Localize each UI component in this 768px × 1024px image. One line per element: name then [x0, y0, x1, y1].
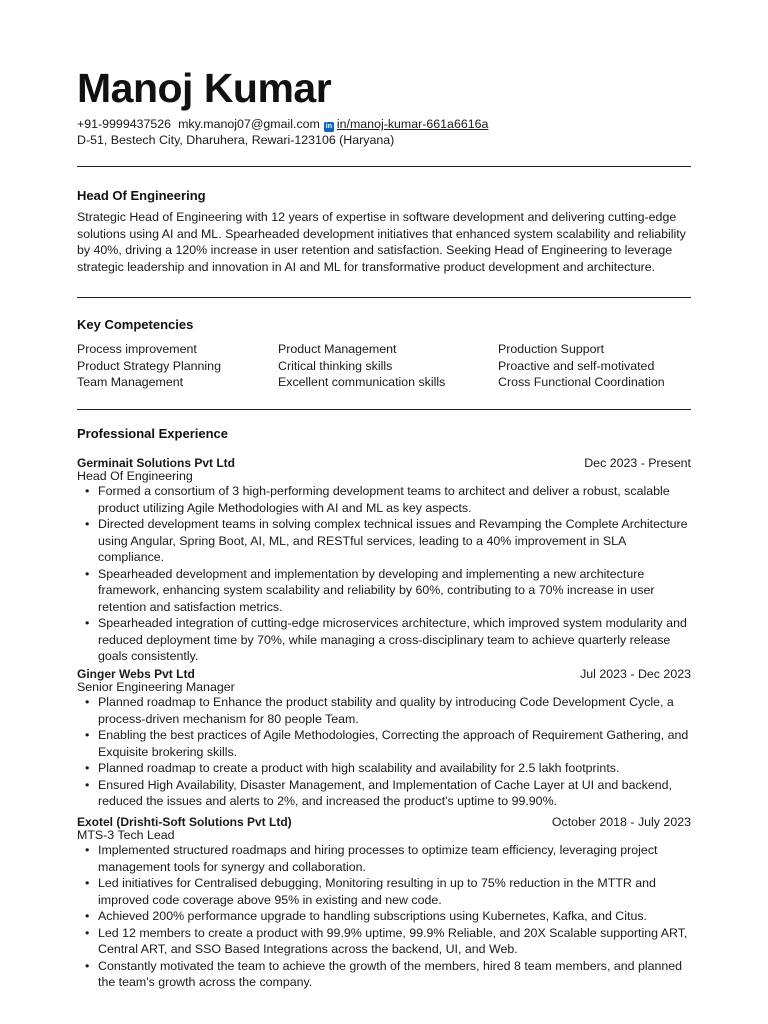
achievement-item: • Formed a consortium of 3 high-performing development teams to architect and deliver a robust, scalable product utilizing Agile Methodologies with AI and ML as key aspects. [77, 483, 691, 516]
experience-header [77, 456, 691, 470]
achievement-list [77, 842, 691, 991]
achievement-list [77, 694, 691, 810]
company-name: Exotel (Drishti-Soft Solutions Pvt Ltd) [77, 815, 292, 829]
experience-header [77, 815, 691, 829]
contact-line [77, 116, 488, 132]
achievement-item: • Planned roadmap to Enhance the product stability and quality by introducing Code Development Cycle, a process-driven mechanism for 80 people Team. [77, 694, 691, 727]
email-address[interactable]: mky.manoj07@gmail.com [178, 117, 320, 131]
company-name: Ginger Webs Pvt Ltd [77, 667, 195, 681]
linkedin-link[interactable]: in/manoj-kumar-661a6616a [336, 117, 489, 131]
experience-entry [77, 667, 691, 810]
achievement-item: • Directed development teams in solving complex technical issues and Revamping the Complete Architecture using Angular, Spring Boot, AI, ML, and RESTful services, leading to a 40% improvement in SLA compliance. [77, 516, 691, 566]
achievement-list [77, 483, 691, 665]
experience-title: Professional Experience [77, 426, 229, 441]
linkedin-icon: in [325, 123, 332, 130]
experience-entry [77, 456, 691, 665]
competency-item: Production Support [498, 342, 605, 356]
summary-text: Strategic Head of Engineering with 12 years of expertise in software development and delivering cutting-edge solutions using AI and ML. Spearheaded development initiatives that enhanced system scalability and reliability by 40%, driving a 120% increase in user retention and satisfaction. Seeking Head of Engineering to leverage strategic leadership and innovation in AI and ML for transformative product development and architecture. [77, 210, 686, 274]
achievement-item: • Spearheaded development and implementation by developing and implementing a new architecture framework, enhancing system scalability and reliability by 60%, contributing to a 70% increase in user retention and satisfaction metrics. [77, 566, 691, 616]
competency-item: Critical thinking skills [278, 359, 393, 373]
job-role: Senior Engineering Manager [77, 680, 235, 694]
candidate-name: Manoj Kumar [77, 65, 332, 111]
achievement-item: • Ensured High Availability, Disaster Management, and Implementation of Cache Layer at UI and backend, reduced the issues and alerts to 2%, and increased the product's uptime to 99.90%. [77, 777, 691, 810]
employment-dates: October 2018 - July 2023 [551, 815, 691, 829]
achievement-item: • Enabling the best practices of Agile Methodologies, Correcting the approach of Requirement Gathering, and Exquisite brokering skills. [77, 727, 691, 760]
achievement-item: • Implemented structured roadmaps and hiring processes to optimize team efficiency, leveraging project management tools for synergy and collaboration. [77, 842, 691, 875]
employment-dates: Jul 2023 - Dec 2023 [580, 667, 691, 681]
employment-dates: Dec 2023 - Present [584, 456, 691, 470]
summary-title: Head Of Engineering [77, 188, 206, 203]
experience-entry [77, 815, 691, 991]
section-divider [77, 297, 691, 298]
job-role: MTS-3 Tech Lead [77, 828, 175, 842]
achievement-item: • Planned roadmap to create a product with high scalability and availability for 2.5 lakh footprints. [77, 760, 691, 777]
competency-item: Process improvement [77, 342, 197, 356]
competency-item: Cross Functional Coordination [498, 375, 665, 389]
achievement-item: • Constantly motivated the team to achieve the growth of the members, hired 8 team members, and planned the team's growth across the company. [77, 958, 691, 991]
competency-item: Product Management [278, 342, 397, 356]
job-role: Head Of Engineering [77, 469, 193, 483]
section-divider [77, 166, 691, 167]
company-name: Germinait Solutions Pvt Ltd [77, 456, 236, 470]
competency-item: Excellent communication skills [278, 375, 446, 389]
competency-item: Product Strategy Planning [77, 359, 221, 373]
section-divider [77, 409, 691, 410]
achievement-item: • Led initiatives for Centralised debugging, Monitoring resulting in up to 75% reduction in the MTTR and improved code coverage above 95% in existing and new code. [77, 875, 691, 908]
competency-item: Proactive and self-motivated [498, 359, 655, 373]
achievement-item: • Led 12 members to create a product with 99.9% uptime, 99.9% Reliable, and 20X Scalable supporting ART, Central ART, and SSO Based Integrations across the backend, UI, and Web. [77, 925, 691, 958]
postal-address: D-51, Bestech City, Dharuhera, Rewari-123106 (Haryana) [77, 133, 395, 147]
phone-number: +91-9999437526 [77, 117, 172, 131]
competency-item: Team Management [77, 375, 184, 389]
competencies-title: Key Competencies [77, 317, 194, 332]
experience-header [77, 667, 691, 681]
achievement-item: • Spearheaded integration of cutting-edge microservices architecture, which improved system modularity and reduced deployment time by 70%, while managing a cross-disciplinary team to achieve quarterly release goals consistently. [77, 615, 691, 665]
achievement-item: • Achieved 200% performance upgrade to handling subscriptions using Kubernetes, Kafka, and Citus. [77, 908, 691, 925]
